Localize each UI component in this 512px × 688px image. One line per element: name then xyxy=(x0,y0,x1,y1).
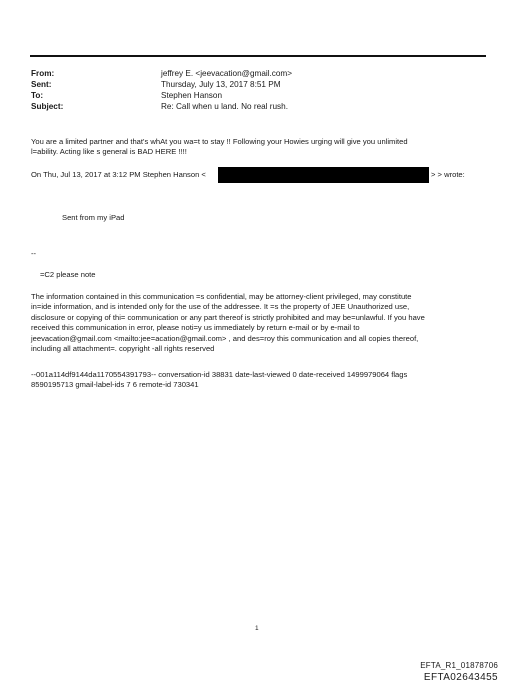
sent-value: Thursday, July 13, 2017 8:51 PM xyxy=(161,80,281,89)
quote-intro: On Thu, Jul 13, 2017 at 3:12 PM Stephen Hanson < xyxy=(31,170,206,179)
metadata-line: 8590195713 gmail-label-ids 7 6 remote-id 730341 xyxy=(31,380,199,390)
from-value: jeffrey E. <jeevacation@gmail.com> xyxy=(161,69,293,78)
disclaimer xyxy=(31,292,481,354)
disclaimer-line: including all attachment=. copyright -all rights reserved xyxy=(31,344,215,354)
to-label: To: xyxy=(31,91,44,100)
redaction-block xyxy=(218,167,429,183)
disclaimer-line: in=ide information, and is intended only for the use of the addressee. It =s the property of JEE Unauthorized use, xyxy=(31,302,410,312)
bates-number: EFTA02643455 xyxy=(423,672,498,683)
subject-label: Subject: xyxy=(31,102,64,111)
c2-note: =C2 please note xyxy=(40,270,96,279)
metadata-line: --001a114df9144da1170554391793-- conversation-id 38831 date-last-viewed 0 date-received 1499979064 flags xyxy=(31,370,408,379)
sent-from-ipad: Sent from my iPad xyxy=(62,213,125,222)
reply-paragraph xyxy=(31,137,481,158)
page-number: 1 xyxy=(255,625,259,632)
header-rule xyxy=(30,55,486,57)
from-label: From: xyxy=(31,69,55,78)
signature-dashes: -- xyxy=(31,249,37,258)
disclaimer-line: received this communication in error, please noti=y us immediately by return e-mail or by e-mail to xyxy=(31,323,360,333)
quote-tail: > > wrote: xyxy=(431,170,465,179)
disclaimer-line: disclosure or copying of thi= communication or any part thereof is strictly prohibited and may be=unlawful. If you have xyxy=(31,312,425,322)
sent-label: Sent: xyxy=(31,80,52,89)
to-value: Stephen Hanson xyxy=(161,91,222,100)
reply-line: l=ability. Acting like s general is BAD HERE !!!! xyxy=(31,147,187,157)
message-metadata xyxy=(31,370,481,391)
disclaimer-line: jeevacation@gmail.com <mailto:jee=acation@gmail.com> , and des=roy this communication and all copies thereof, xyxy=(31,333,419,343)
disclaimer-line: The information contained in this communication =s confidential, may be attorney-client privileged, may constitute xyxy=(31,292,412,301)
bates-number-r1: EFTA_R1_01878706 xyxy=(420,661,498,670)
reply-line: You are a limited partner and that's whAt you wa=t to stay !! Following your Howies urging will give you unlimited xyxy=(31,137,408,146)
subject-value: Re: Call when u land. No real rush. xyxy=(161,102,288,111)
